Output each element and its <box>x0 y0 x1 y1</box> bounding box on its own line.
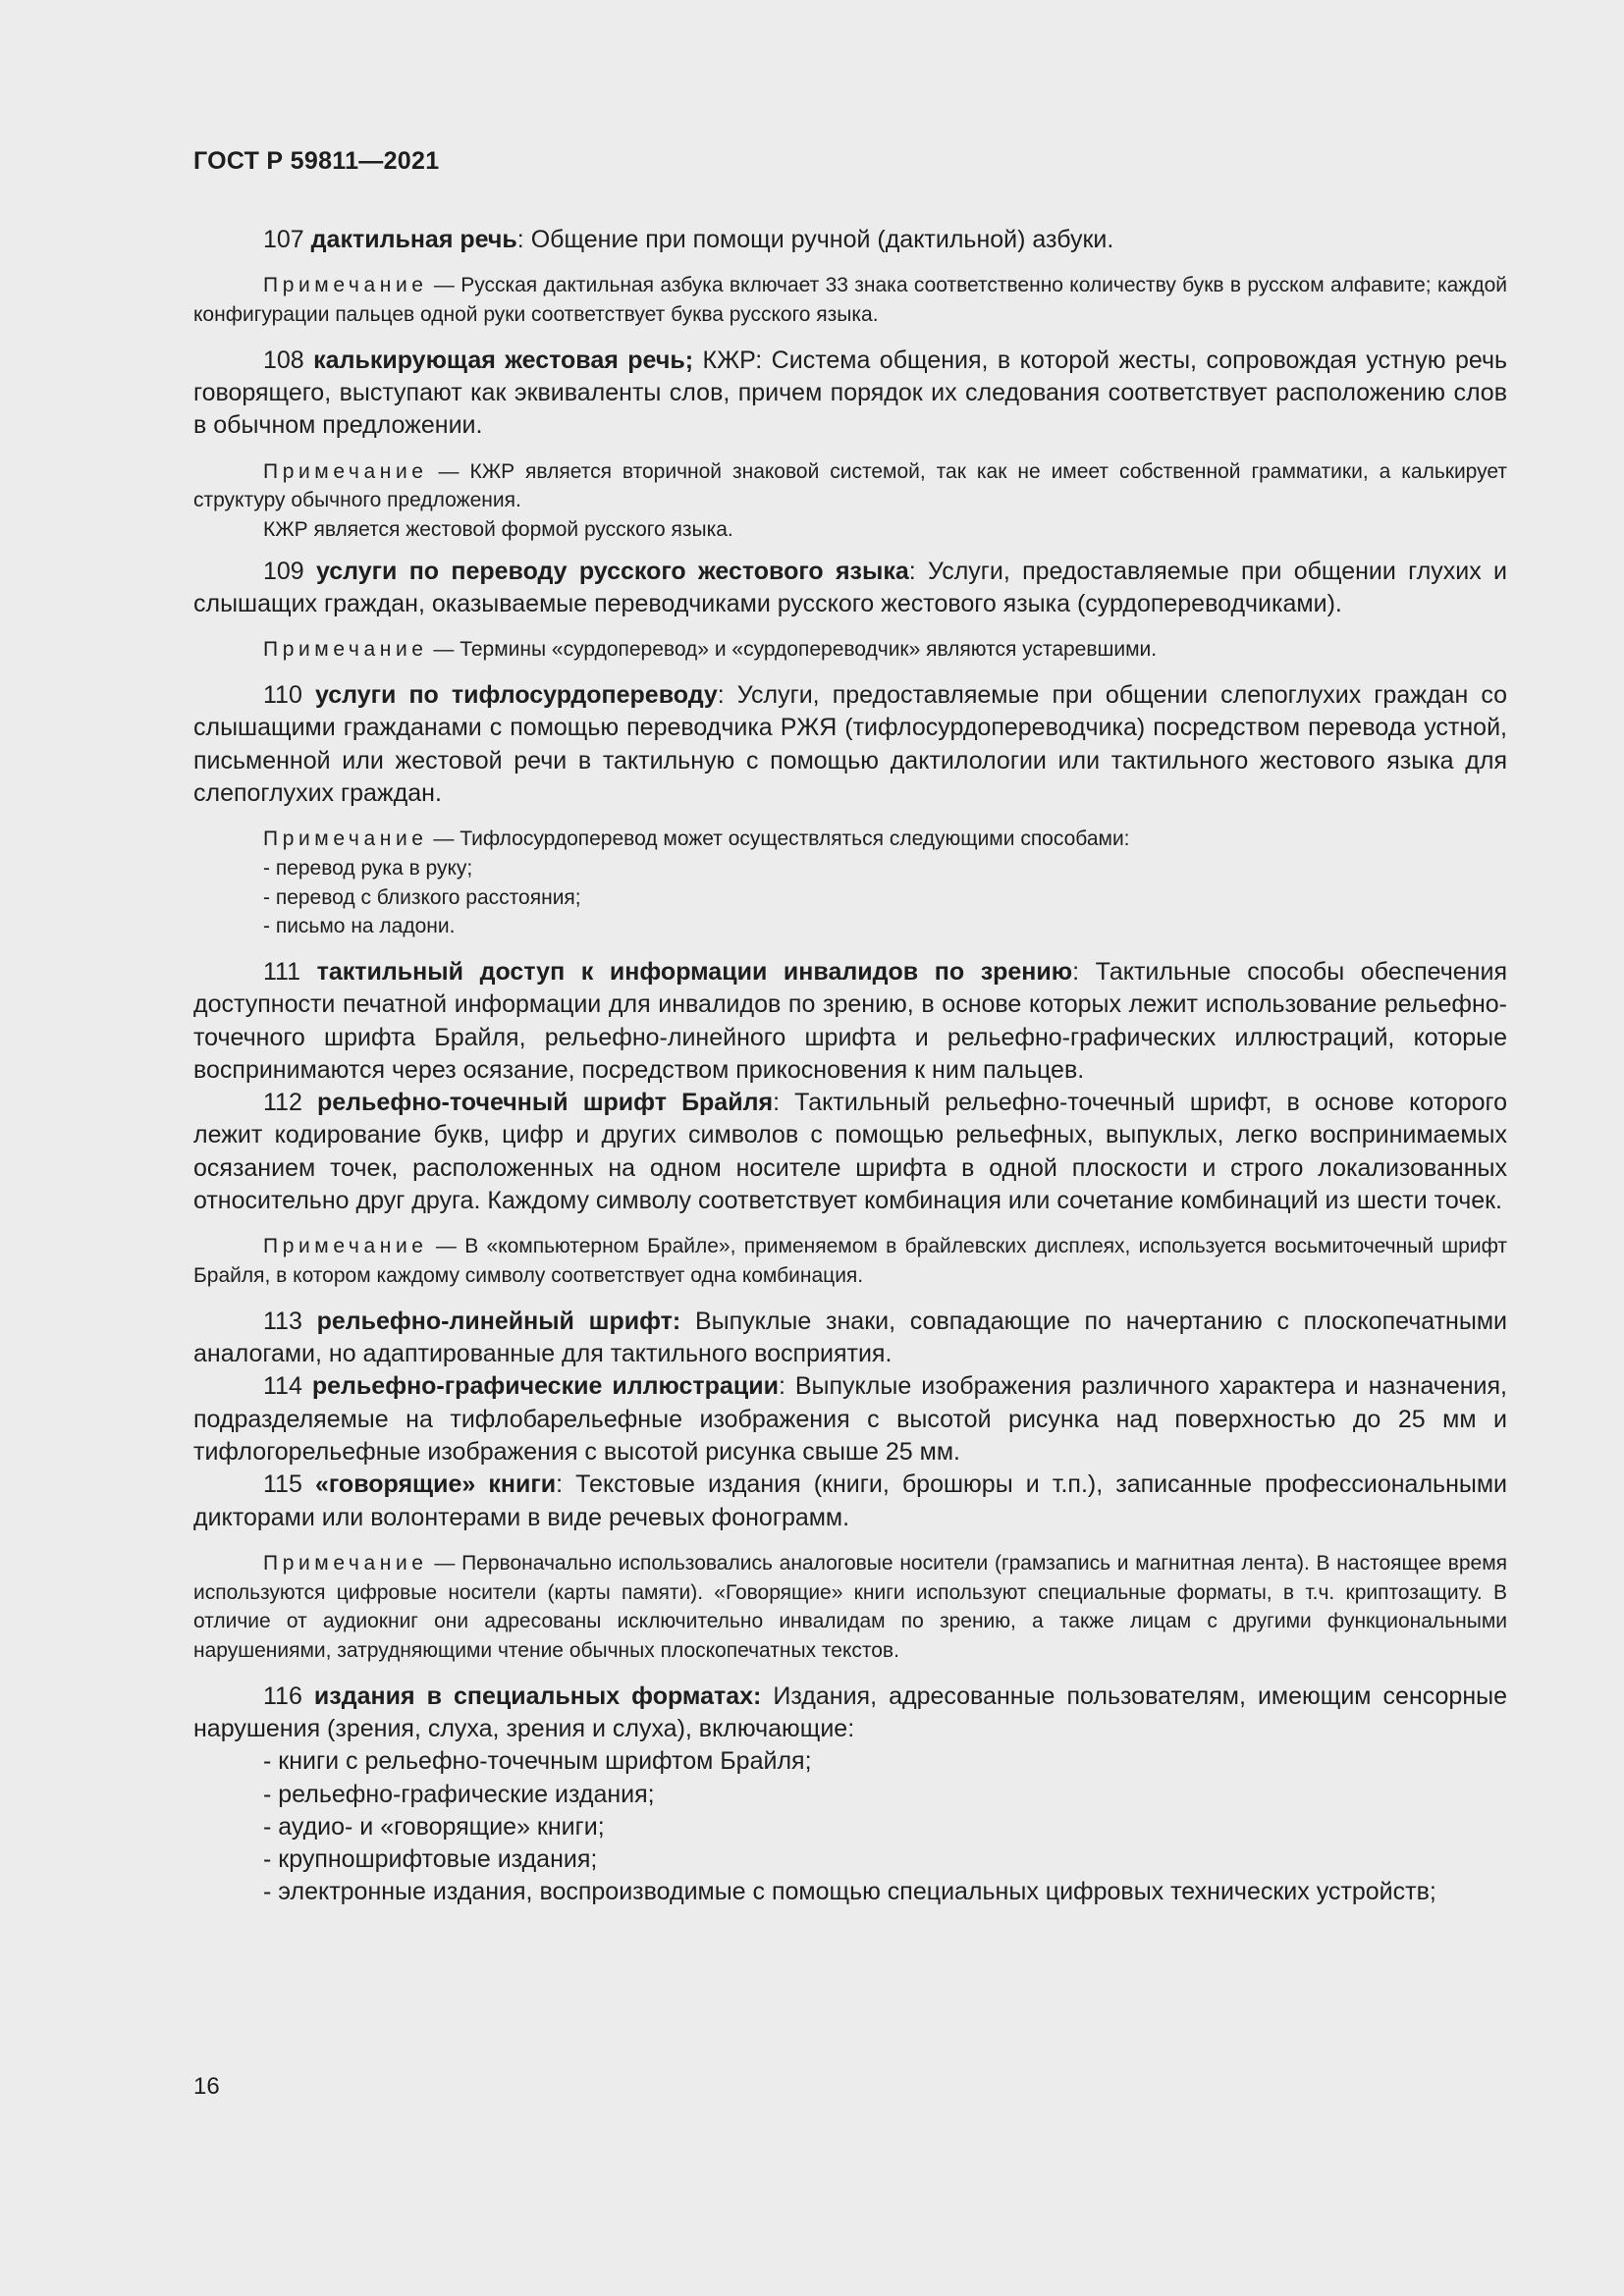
list-item-116: - аудио- и «говорящие» книги; <box>263 1812 605 1841</box>
term-110: 110 услуги по тифлосурдопереводу: Услуги, предоставляемые при общении слепоглухих граждан со слышащими гражданами с помощью переводчика РЖЯ (тифлосурдопереводчика) посредством перевода устной, письменной или жестовой речи в тактильную с помощью дактилологии или тактильного жестового языка для слепоглухих граждан. <box>193 681 1508 807</box>
term-115: 115 «говорящие» книги: Текстовые издания (книги, брошюры и т.п.), записанные профессиональными дикторами или волонтерами в виде речевых фонограмм. <box>193 1470 1508 1531</box>
note-108-continuation: КЖР является жестовой формой русского языка. <box>263 518 733 541</box>
note-108: Примечание — КЖР является вторичной знаковой системой, так как не имеет собственной грамматики, а калькирует структуру обычного предложения. <box>193 459 1507 512</box>
term-111: 111 тактильный доступ к информации инвалидов по зрению: Тактильные способы обеспечения доступности печатной информации для инвалидов по зрению, в основе которых лежит использование рельефно-точечного шрифта Брайля, рельефно-линейного шрифта и рельефно-графических иллюстраций, которые воспринимаются через осязание, посредством прикосновения к ним пальцев. <box>193 958 1507 1084</box>
page-number: 16 <box>193 2073 220 2100</box>
note-110-list-item: - перевод с близкого расстояния; <box>263 885 581 909</box>
term-107: 107 дактильная речь: Общение при помощи ручной (дактильной) азбуки. <box>263 226 1114 253</box>
list-item-116: - рельефно-графические издания; <box>263 1780 655 1808</box>
note-115: Примечание — Первоначально использовались аналоговые носители (грамзапись и магнитная лента). В настоящее время используются цифровые носители (карты памяти). «Говорящие» книги используют специальные форматы, в т.ч. криптозащиту. В отличие от аудиокниг они адресованы исключительно инвалидам по зрению, а также лицам с другими функциональными нарушениями, затрудняющими чтение обычных плоскопечатных текстов. <box>193 1551 1507 1662</box>
note-110-list-item: - перевод рука в руку; <box>263 856 473 880</box>
list-item-116: - книги с рельефно-точечным шрифтом Брайля; <box>263 1747 812 1776</box>
list-item-116: - электронные издания, воспроизводимые с помощью специальных цифровых технических устройств; <box>263 1878 1436 1906</box>
term-114: 114 рельефно-графические иллюстрации: Выпуклые изображения различного характера и назначения, подразделяемые на тифлобарельефные изображения с высотой рисунка над поверхностью до 25 мм и тифлогорельефные изображения с высотой рисунка свыше 25 мм. <box>193 1372 1507 1466</box>
list-item-116: - крупношрифтовые издания; <box>263 1845 598 1874</box>
note-110: Примечание — Тифлосурдоперевод может осуществляться следующими способами: <box>263 828 1130 851</box>
note-110-list-item: - письмо на ладони. <box>263 915 456 938</box>
term-113: 113 рельефно-линейный шрифт: Выпуклые знаки, совпадающие по начертанию с плоскопечатными аналогами, но адаптированные для тактильного восприятия. <box>193 1307 1507 1368</box>
document-body <box>193 224 1507 1909</box>
term-109: 109 услуги по переводу русского жестового языка: Услуги, предоставляемые при общении глухих и слышащих граждан, оказываемые переводчиками русского жестового языка (сурдопереводчиками). <box>193 557 1507 617</box>
document-header: ГОСТ Р 59811—2021 <box>193 147 440 175</box>
note-107: Примечание — Русская дактильная азбука включает 33 знака соответственно количеству букв в русском алфавите; каждой конфигурации пальцев одной руки соответствует буква русского языка. <box>193 274 1507 326</box>
note-109: Примечание — Термины «сурдоперевод» и «сурдопереводчик» являются устаревшими. <box>263 638 1158 662</box>
term-112: 112 рельефно-точечный шрифт Брайля: Тактильный рельефно-точечный шрифт, в основе которого лежит кодирование букв, цифр и других символов с помощью рельефных, выпуклых, легко воспринимаемых осязанием точек, расположенных на одном носителе шрифта в одной плоскости и строго локализованных относительно друг друга. Каждому символу соответствует комбинация или сочетание комбинаций из шести точек. <box>193 1089 1508 1215</box>
term-108: 108 калькирующая жестовая речь; КЖР: Система общения, в которой жесты, сопровождая устную речь говорящего, выступают как эквиваленты слов, причем порядок их следования соответствует расположению слов в обычном предложении. <box>193 346 1508 440</box>
note-112: Примечание — В «компьютерном Брайле», применяемом в брайлевских дисплеях, используется восьмиточечный шрифт Брайля, в котором каждому символу соответствует одна комбинация. <box>193 1235 1507 1288</box>
term-116: 116 издания в специальных форматах: Издания, адресованные пользователям, имеющим сенсорные нарушения (зрения, слуха, зрения и слуха), включающие: <box>193 1682 1508 1742</box>
